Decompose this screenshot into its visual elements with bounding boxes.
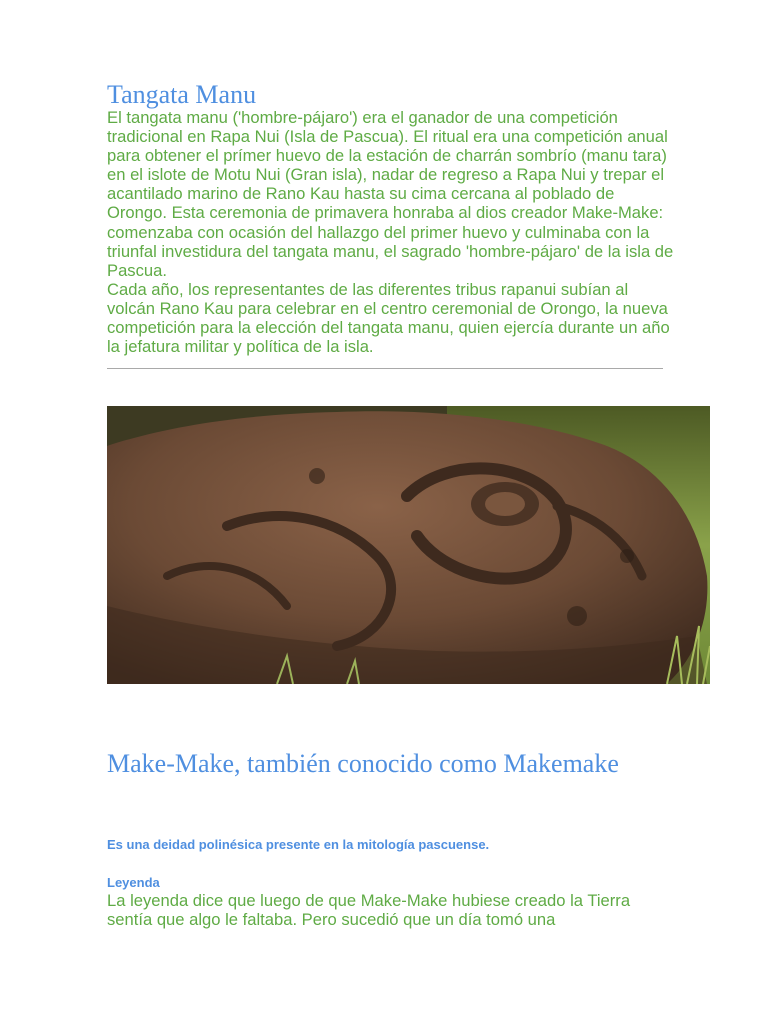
rock-pit-1 bbox=[567, 606, 587, 626]
leyenda-paragraph: La leyenda dice que luego de que Make-Make hubiese creado la Tierra sentía que algo le faltaba. Pero sucedió que un día tomó una bbox=[107, 891, 631, 930]
rock-pit-2 bbox=[309, 468, 325, 484]
rock-pit-3 bbox=[620, 549, 634, 563]
leyenda-label: Leyenda bbox=[107, 875, 160, 890]
section-title-tangata-manu: Tangata Manu bbox=[107, 80, 257, 109]
tangata-manu-paragraph-1: El tangata manu ('hombre-pájaro') era el ganador de una competición tradicional en Rapa Nui (Isla de Pascua). El ritual era una competición anual para obtener el prímer huevo de la estación de charrán sombrío (manu tara) en el islote de Motu Nui (Gran isla), nadar de regreso a Rapa Nui y trepar el acantilado marino de Rano Kau hasta su cima cercana al poblado de Orongo. Esta ceremonia de primavera honraba al dios creador Make-Make: comenzaba con ocasión del hallazgo del primer huevo y culminaba con la triunfal investidura del tangata manu, el sagrado 'hombre-pájaro' de la isla de Pascua. bbox=[107, 108, 674, 280]
section-title-make-make: Make-Make, también conocido como Makemake bbox=[107, 749, 619, 778]
horizontal-divider bbox=[107, 368, 663, 369]
make-make-subtitle: Es una deidad polinésica presente en la mitología pascuense. bbox=[107, 837, 490, 852]
carved-rock-photo bbox=[107, 406, 710, 684]
tangata-manu-paragraph-2: Cada año, los representantes de las diferentes tribus rapanui subían al volcán Rano Kau para celebrar en el centro ceremonial de Orongo, la nueva competición para la elección del tangata manu, quien ejercía durante un año la jefatura militar y política de la isla. bbox=[107, 280, 670, 357]
carving-eye-highlight bbox=[485, 492, 525, 516]
